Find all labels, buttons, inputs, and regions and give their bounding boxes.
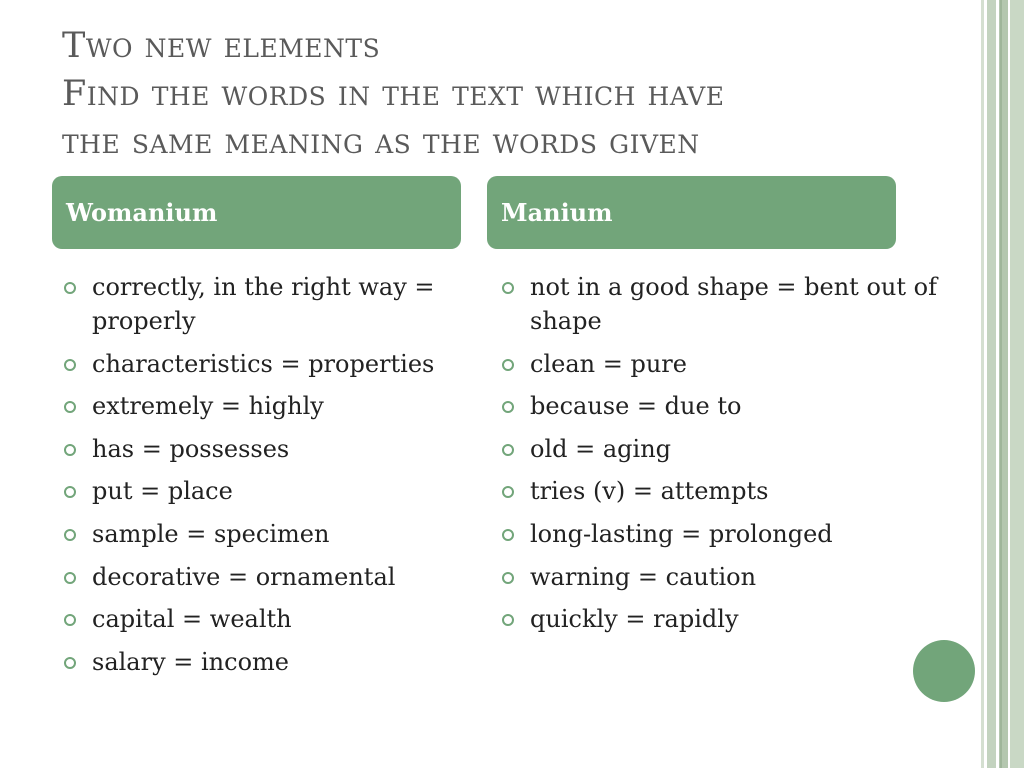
bullet-icon xyxy=(64,657,76,669)
womanium-list xyxy=(62,270,452,687)
list-item xyxy=(62,517,452,551)
list-item xyxy=(62,432,452,466)
list-item-text: correctly, in the right way = properly xyxy=(92,273,435,335)
bullet-icon xyxy=(64,444,76,456)
stripe xyxy=(981,0,984,768)
list-item-text: because = due to xyxy=(530,392,742,421)
column-header-manium: Manium xyxy=(487,176,896,249)
list-item xyxy=(62,560,452,594)
list-item xyxy=(500,474,940,508)
list-item xyxy=(500,389,940,423)
list-item xyxy=(500,270,940,338)
title-line-1: Two new elements xyxy=(62,26,381,66)
list-item xyxy=(62,270,452,338)
list-item-text: quickly = rapidly xyxy=(530,605,739,634)
list-item xyxy=(500,432,940,466)
list-item-text: capital = wealth xyxy=(92,605,292,634)
list-item xyxy=(500,517,940,551)
stripe xyxy=(987,0,996,768)
list-item-text: decorative = ornamental xyxy=(92,562,396,591)
slide-title xyxy=(62,22,922,166)
list-item-text: not in a good shape = bent out of shape xyxy=(530,273,937,335)
list-item xyxy=(500,560,940,594)
list-item-text: has = possesses xyxy=(92,434,290,463)
list-item xyxy=(62,602,452,636)
list-item xyxy=(62,347,452,381)
title-line-2: Find the words in the text which have xyxy=(62,74,725,114)
list-item-text: extremely = highly xyxy=(92,392,324,421)
list-item-text: long-lasting = prolonged xyxy=(530,519,833,548)
bullet-icon xyxy=(64,359,76,371)
bullet-icon xyxy=(502,572,514,584)
list-item-text: sample = specimen xyxy=(92,519,330,548)
bullet-icon xyxy=(64,529,76,541)
title-line-3: the same meaning as the words given xyxy=(62,122,700,162)
stripe xyxy=(1010,0,1024,768)
list-item-text: tries (v) = attempts xyxy=(530,477,769,506)
list-item-text: old = aging xyxy=(530,434,672,463)
decorative-circle xyxy=(913,640,975,702)
list-item xyxy=(500,602,940,636)
decorative-side-stripes xyxy=(976,0,1024,768)
stripe xyxy=(1000,0,1002,768)
manium-list xyxy=(500,270,940,645)
list-item xyxy=(62,474,452,508)
list-item-text: warning = caution xyxy=(530,562,757,591)
bullet-icon xyxy=(502,614,514,626)
bullet-icon xyxy=(64,572,76,584)
list-item xyxy=(62,389,452,423)
bullet-icon xyxy=(502,359,514,371)
bullet-icon xyxy=(502,401,514,413)
bullet-icon xyxy=(64,614,76,626)
column-header-womanium: Womanium xyxy=(52,176,461,249)
list-item-text: clean = pure xyxy=(530,349,687,378)
list-item-text: put = place xyxy=(92,477,233,506)
bullet-icon xyxy=(64,401,76,413)
bullet-icon xyxy=(502,444,514,456)
list-item-text: characteristics = properties xyxy=(92,349,435,378)
bullet-icon xyxy=(64,486,76,498)
bullet-icon xyxy=(502,486,514,498)
list-item xyxy=(62,645,452,679)
list-item xyxy=(500,347,940,381)
list-item-text: salary = income xyxy=(92,647,289,676)
bullet-icon xyxy=(502,282,514,294)
bullet-icon xyxy=(64,282,76,294)
bullet-icon xyxy=(502,529,514,541)
